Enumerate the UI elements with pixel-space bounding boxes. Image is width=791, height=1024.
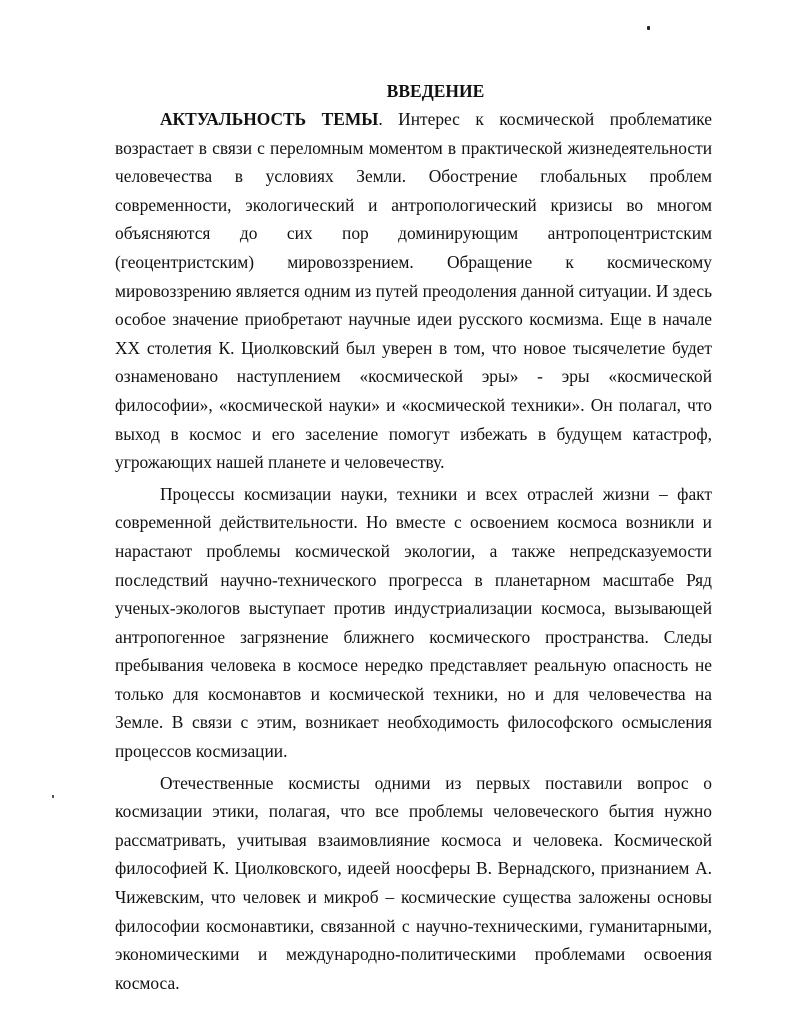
document-heading: ВВЕДЕНИЕ (386, 81, 485, 101)
paragraph-cosmization: Процессы космизации науки, техники и всех отраслей жизни – факт современной действительности. Но вместе с освоением космоса возникли и нарастают проблемы космической экологии, а также непредсказуемости последствий научно-технического прогресса в планетарном масштабе Ряд ученых-экологов выступает против индустриализации космоса, вызывающей антропогенное загрязнение ближнего космического пространства. Следы пребывания человека в космосе нередко представляет реальную опасность не только для космонавтов и космической техники, но и для человечества на Земле. В связи с этим, возникает необходимость философского осмысления процессов космизации. (115, 483, 712, 762)
scan-mark (647, 26, 650, 30)
section-lead: АКТУАЛЬНОСТЬ ТЕМЫ (160, 109, 379, 129)
paragraph-cosmists: Отечественные космисты одними из первых поставили вопрос о космизации этики, полагая, что все проблемы человеческого бытия нужно рассматривать, учитывая взаимовлияние космоса и человека. Космической философией К. Циолковского, идеей ноосферы В. Вернадского, признанием А. Чижевским, что человек и микроб – космические существа заложены основы философии космонавтики, связанной с научно-техническими, гуманитарными, экономическими и международно-политическими проблемами освоения космоса. (115, 772, 712, 993)
paragraph-relevance (115, 105, 712, 477)
paragraph-text: . Интерес к космической проблематике возрастает в связи с переломным моментом в практической жизнедеятельности человечества в условиях Земли. Обострение глобальных проблем современности, экологический и антропологический кризисы во многом объясняются до сих пор доминирующим антропоцентристским (геоцентристским) мировоззрением. Обращение к космическому мировоззрению является одним из путей преодоления данной ситуации. И здесь особое значение приобретают научные идеи русского космизма. Еще в начале XX столетия К. Циолковский был уверен в том, что новое тысячелетие будет ознаменовано наступлением «космической эры» - эры «космической философии», «космической науки» и «космической техники». Он полагал, что выход в космос и его заселение помогут избежать в будущем катастроф, угрожающих нашей планете и человечеству. (115, 109, 713, 473)
scan-mark (52, 795, 54, 798)
document-body (115, 78, 712, 997)
